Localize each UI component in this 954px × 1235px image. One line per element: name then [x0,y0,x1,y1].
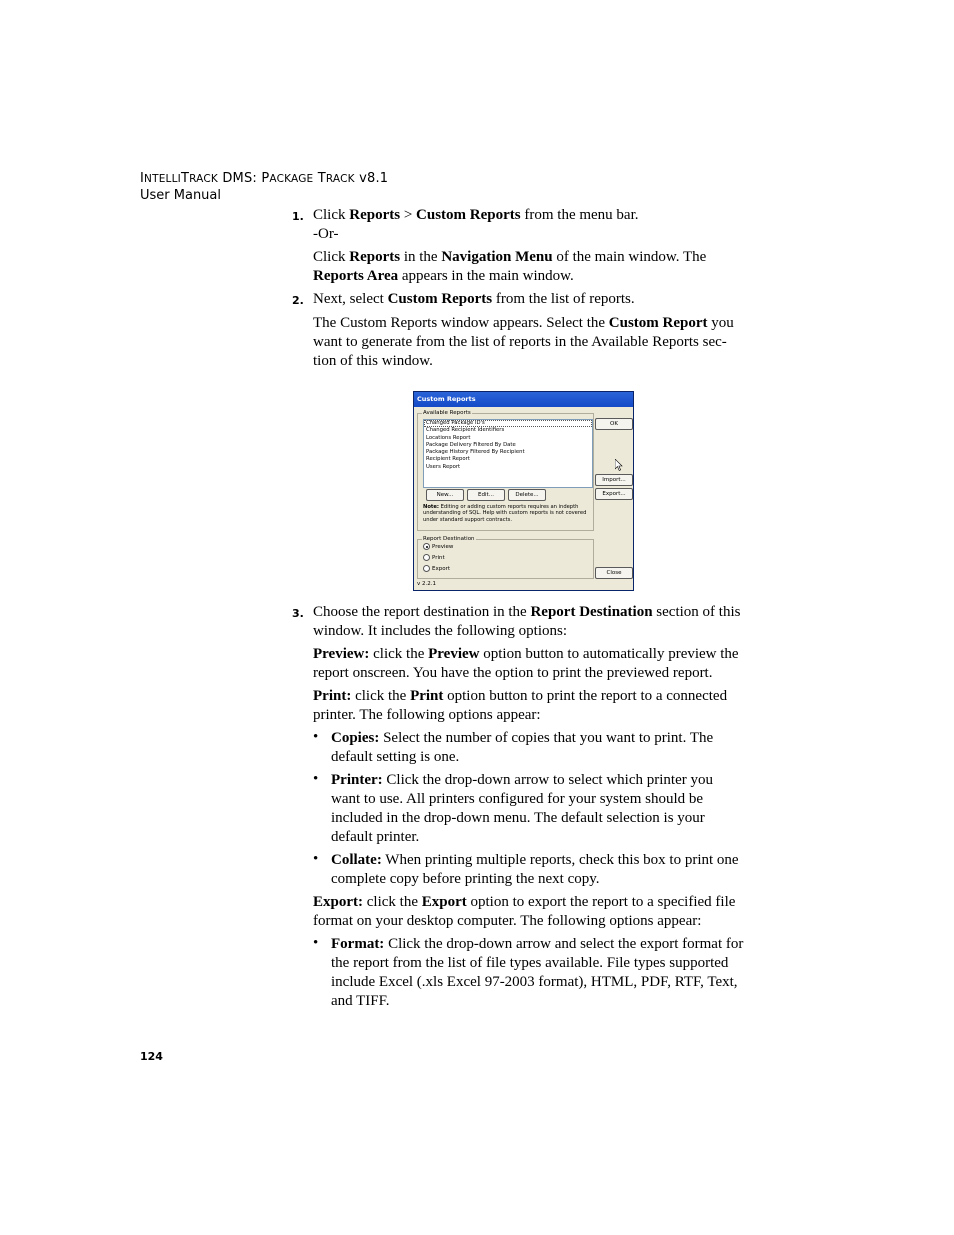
format-bullet: Format: Click the drop-down arrow and select the export format for the report from the list of file types available. File types supported include Excel (.xls Excel 97-2003 format), HTML, PDF, RTF, Text, and TIFF. [331,936,744,1009]
brand-text: I [140,171,145,186]
export-paragraph: Export: click the Export option to export the report to a specified file format on your desktop computer. The following options appear: [313,894,736,929]
list-item[interactable]: Recipient Report [426,456,470,463]
step-2-text: Next, select Custom Reports from the list of reports. [313,291,635,307]
copies-bullet: Copies: Select the number of copies that you want to print. The default setting is one. [331,730,714,765]
step-3-text: Choose the report destination in the Report Destination section of this window. It includes the following options: [313,604,741,639]
page-number: 124 [140,1050,163,1063]
import-button[interactable]: Import... [595,474,633,486]
radio-icon [423,554,430,561]
list-item[interactable]: Package Delivery Filtered By Date [426,441,516,448]
preview-paragraph: Preview: click the Preview option button to automatically preview the report onscreen. You have the option to print the previewed report. [313,646,739,681]
new-button[interactable]: New... [426,489,464,501]
brand-text: P [261,171,270,186]
brand-text: ACKAGE [269,173,314,185]
brand-text: RACK [189,173,218,185]
bullet-icon: • [313,729,319,745]
close-button[interactable]: Close [595,567,633,579]
ok-button[interactable]: OK [595,418,633,430]
report-destination-label: Report Destination [423,536,475,542]
preview-radio[interactable]: Preview [423,543,453,551]
step-1-text: Click Reports > Custom Reports from the menu bar. -Or- [313,207,639,242]
brand-text: NTELLI [144,173,181,185]
available-reports-label: Available Reports [423,410,471,416]
running-header [140,171,388,187]
mouse-cursor-icon [615,459,623,471]
brand-version: v8.1 [354,171,389,186]
brand-text: RACK [325,173,355,185]
print-radio[interactable]: Print [423,554,445,562]
step-number: 2. [292,294,304,307]
bullet-icon: • [313,935,319,951]
version-label: v 2.2.1 [417,581,436,587]
bullet-icon: • [313,771,319,787]
step-1-alt-text: Click Reports in the Navigation Menu of the main window. The Reports Area appears in the main window. [313,249,707,284]
edit-button[interactable]: Edit... [467,489,505,501]
available-reports-list[interactable] [423,419,593,488]
export-button[interactable]: Export... [595,488,633,500]
radio-selected-icon [423,543,430,550]
collate-bullet: Collate: When printing multiple reports, check this box to print one complete copy before printing the next copy. [331,852,739,887]
report-destination-group [417,536,594,579]
sql-note: Note: Editing or adding custom reports requires an indepth understanding of SQL. Help with custom reports is not covered under standard support contracts. [423,504,587,523]
dialog-title-bar: Custom Reports [414,392,633,407]
custom-reports-dialog [413,391,634,591]
list-item[interactable]: Users Report [426,463,461,470]
brand-text: DMS: [218,171,262,186]
step-number: 3. [292,607,304,620]
list-item[interactable]: Locations Report [426,434,471,441]
delete-button[interactable]: Delete... [508,489,546,501]
brand-text: T [313,171,326,186]
brand-text: T [180,171,190,186]
printer-bullet: Printer: Click the drop-down arrow to select which printer you want to use. All printers configured for your system should be included in the drop-down menu. The default selection is your default printer. [331,772,713,845]
radio-icon [423,565,430,572]
list-item[interactable]: Package History Filtered By Recipient [426,449,525,456]
print-paragraph: Print: click the Print option button to print the report to a connected printer. The following options appear: [313,688,728,723]
export-radio[interactable]: Export [423,565,450,573]
running-subtitle: User Manual [140,188,222,203]
step-2-paragraph: The Custom Reports window appears. Select the Custom Report you want to generate from the list of reports in the Available Reports sec- tion of this window. [313,315,734,369]
step-number: 1. [292,210,304,223]
bullet-icon: • [313,851,319,867]
list-item[interactable]: Changed Recipient Identifiers [426,427,505,434]
list-item[interactable]: Changed Package ID's [424,420,592,427]
available-reports-group [417,410,594,531]
